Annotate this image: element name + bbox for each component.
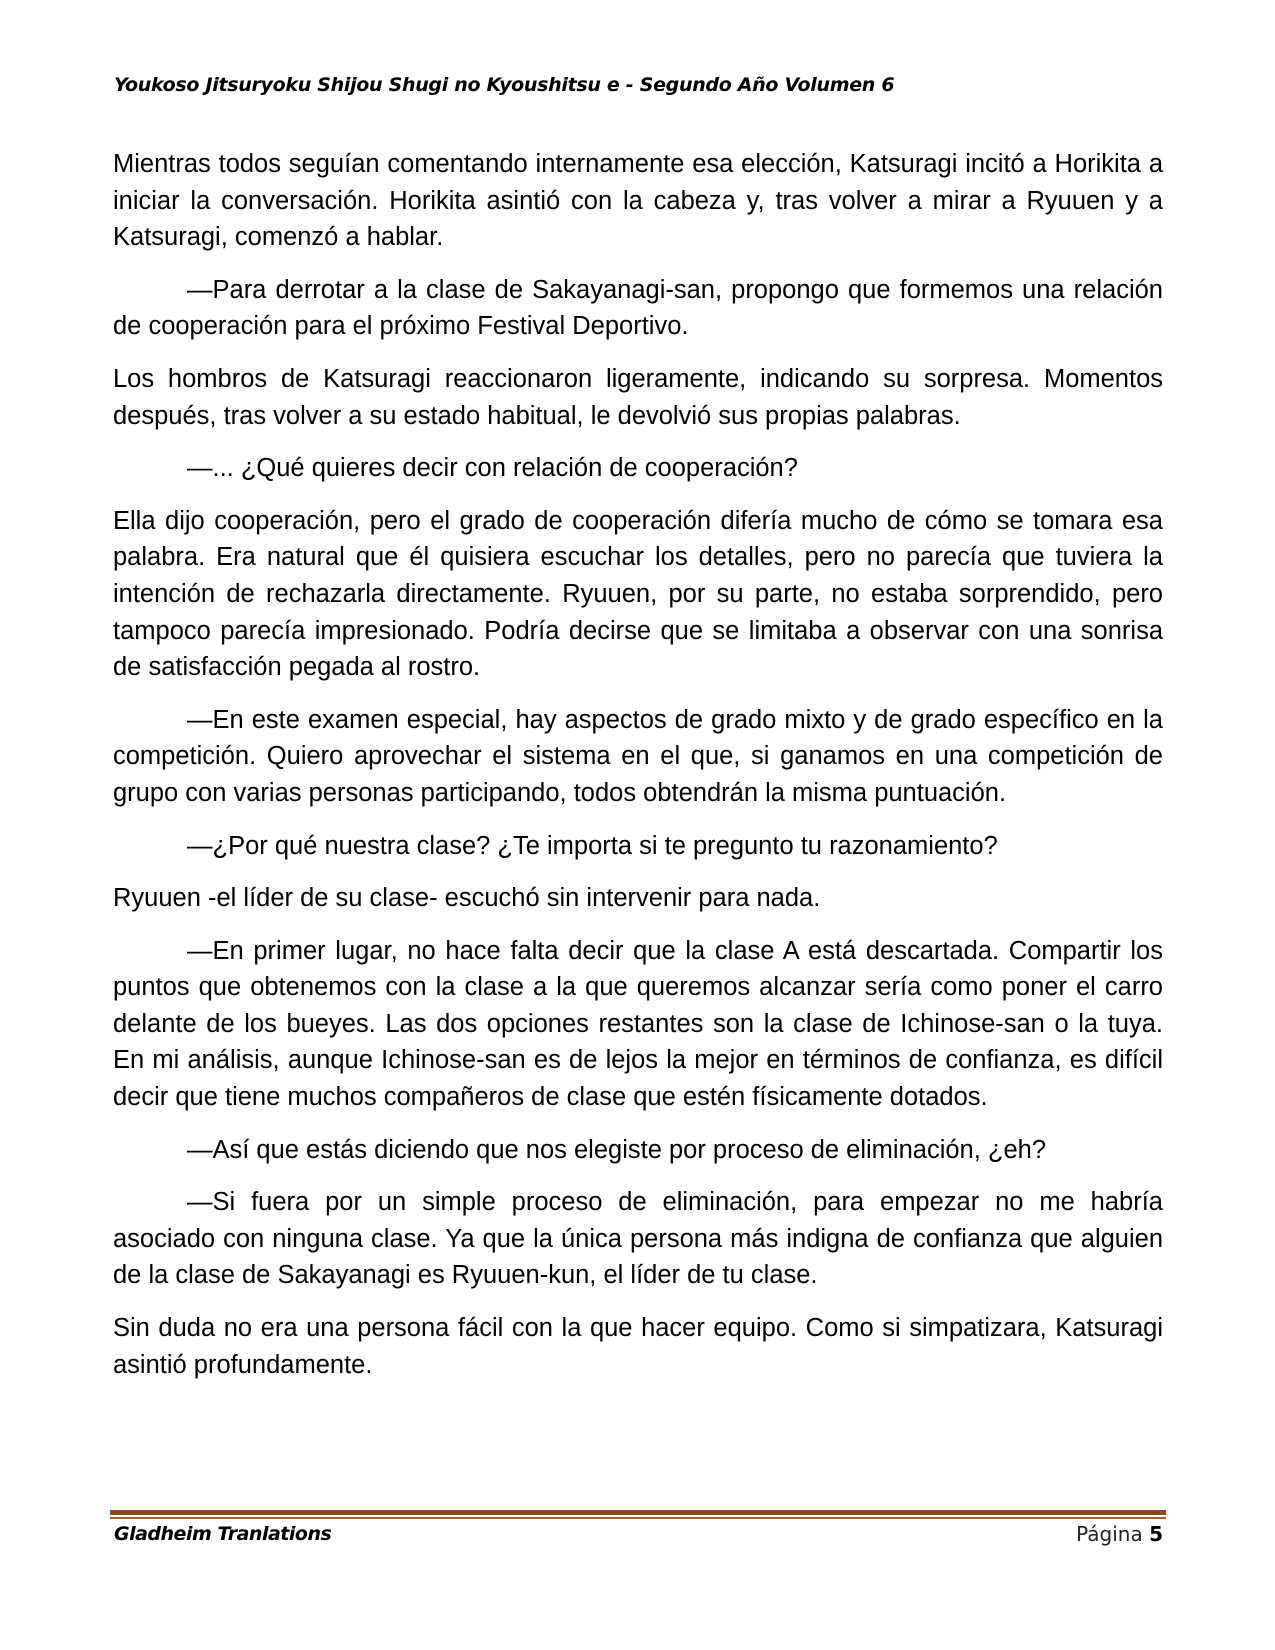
paragraph-dialog: —Si fuera por un simple proceso de eliminación, para empezar no me habría asociado con ninguna clase. Ya que la única persona más indigna de confianza que alguien de la clase de Sakayanagi es Ryuuen-kun, el líder de tu clase. [113,1188,1163,1290]
paragraph-dialog: —... ¿Qué quieres decir con relación de cooperación? [187,454,798,483]
paragraph-narration: Los hombros de Katsuragi reaccionaron ligeramente, indicando su sorpresa. Momentos después, tras volver a su estado habitual, le devolvió sus propias palabras. [113,364,1163,430]
footer-divider [110,1510,1166,1519]
paragraph-narration: Ella dijo cooperación, pero el grado de cooperación difería mucho de cómo se tomara esa palabra. Era natural que él quisiera escuchar los detalles, pero no parecía que tuviera la intención de rechazarla directamente. Ryuuen, por su parte, no estaba sorprendido, pero tampoco parecía impresionado. Podría decirse que se limitaba a observar con una sonrisa de satisfacción pegada al rostro. [113,506,1163,682]
paragraph-narration: Sin duda no era una persona fácil con la que hacer equipo. Como si simpatizara, Katsuragi asintió profundamente. [113,1314,1163,1379]
page-number: 5 [1149,1522,1163,1546]
paragraph-dialog: —En este examen especial, hay aspectos de grado mixto y de grado específico en la competición. Quiero aprovechar el sistema en el que, si ganamos en una competición de grupo con varias personas participando, todos obtendrán la misma puntuación. [113,705,1163,807]
page-label: Página [1076,1522,1143,1546]
running-header: Youkoso Jitsuryoku Shijou Shugi no Kyoushitsu e - Segundo Año Volumen 6 [114,74,895,96]
paragraph-narration: Ryuuen -el líder de su clase- escuchó sin intervenir para nada. [113,884,821,913]
paragraph-dialog: —En primer lugar, no hace falta decir que la clase A está descartada. Compartir los puntos que obtenemos con la clase a la que queremos alcanzar sería como poner el carro delante de los bueyes. Las dos opciones restantes son la clase de Ichinose-san o la tuya. En mi análisis, aunque Ichinose-san es de lejos la mejor en términos de confianza, es difícil decir que tiene muchos compañeros de clase que estén físicamente dotados. [113,936,1163,1112]
paragraph-narration: Mientras todos seguían comentando internamente esa elección, Katsuragi incitó a Horikita a iniciar la conversación. Horikita asintió con la cabeza y, tras volver a mirar a Ryuuen y a Katsuragi, comenzó a hablar. [113,150,1163,252]
paragraph-dialog: —Así que estás diciendo que nos elegiste por proceso de eliminación, ¿eh? [187,1135,1047,1164]
paragraph-dialog: —¿Por qué nuestra clase? ¿Te importa si te pregunto tu razonamiento? [187,831,998,860]
footer-credit: Gladheim Tranlations [114,1523,332,1545]
footer-divider-thin [110,1517,1166,1519]
paragraph-dialog: —Para derrotar a la clase de Sakayanagi-san, propongo que formemos una relación de cooperación para el próximo Festival Deportivo. [113,275,1163,341]
document-body [113,146,1163,1399]
page-indicator [1076,1522,1163,1546]
